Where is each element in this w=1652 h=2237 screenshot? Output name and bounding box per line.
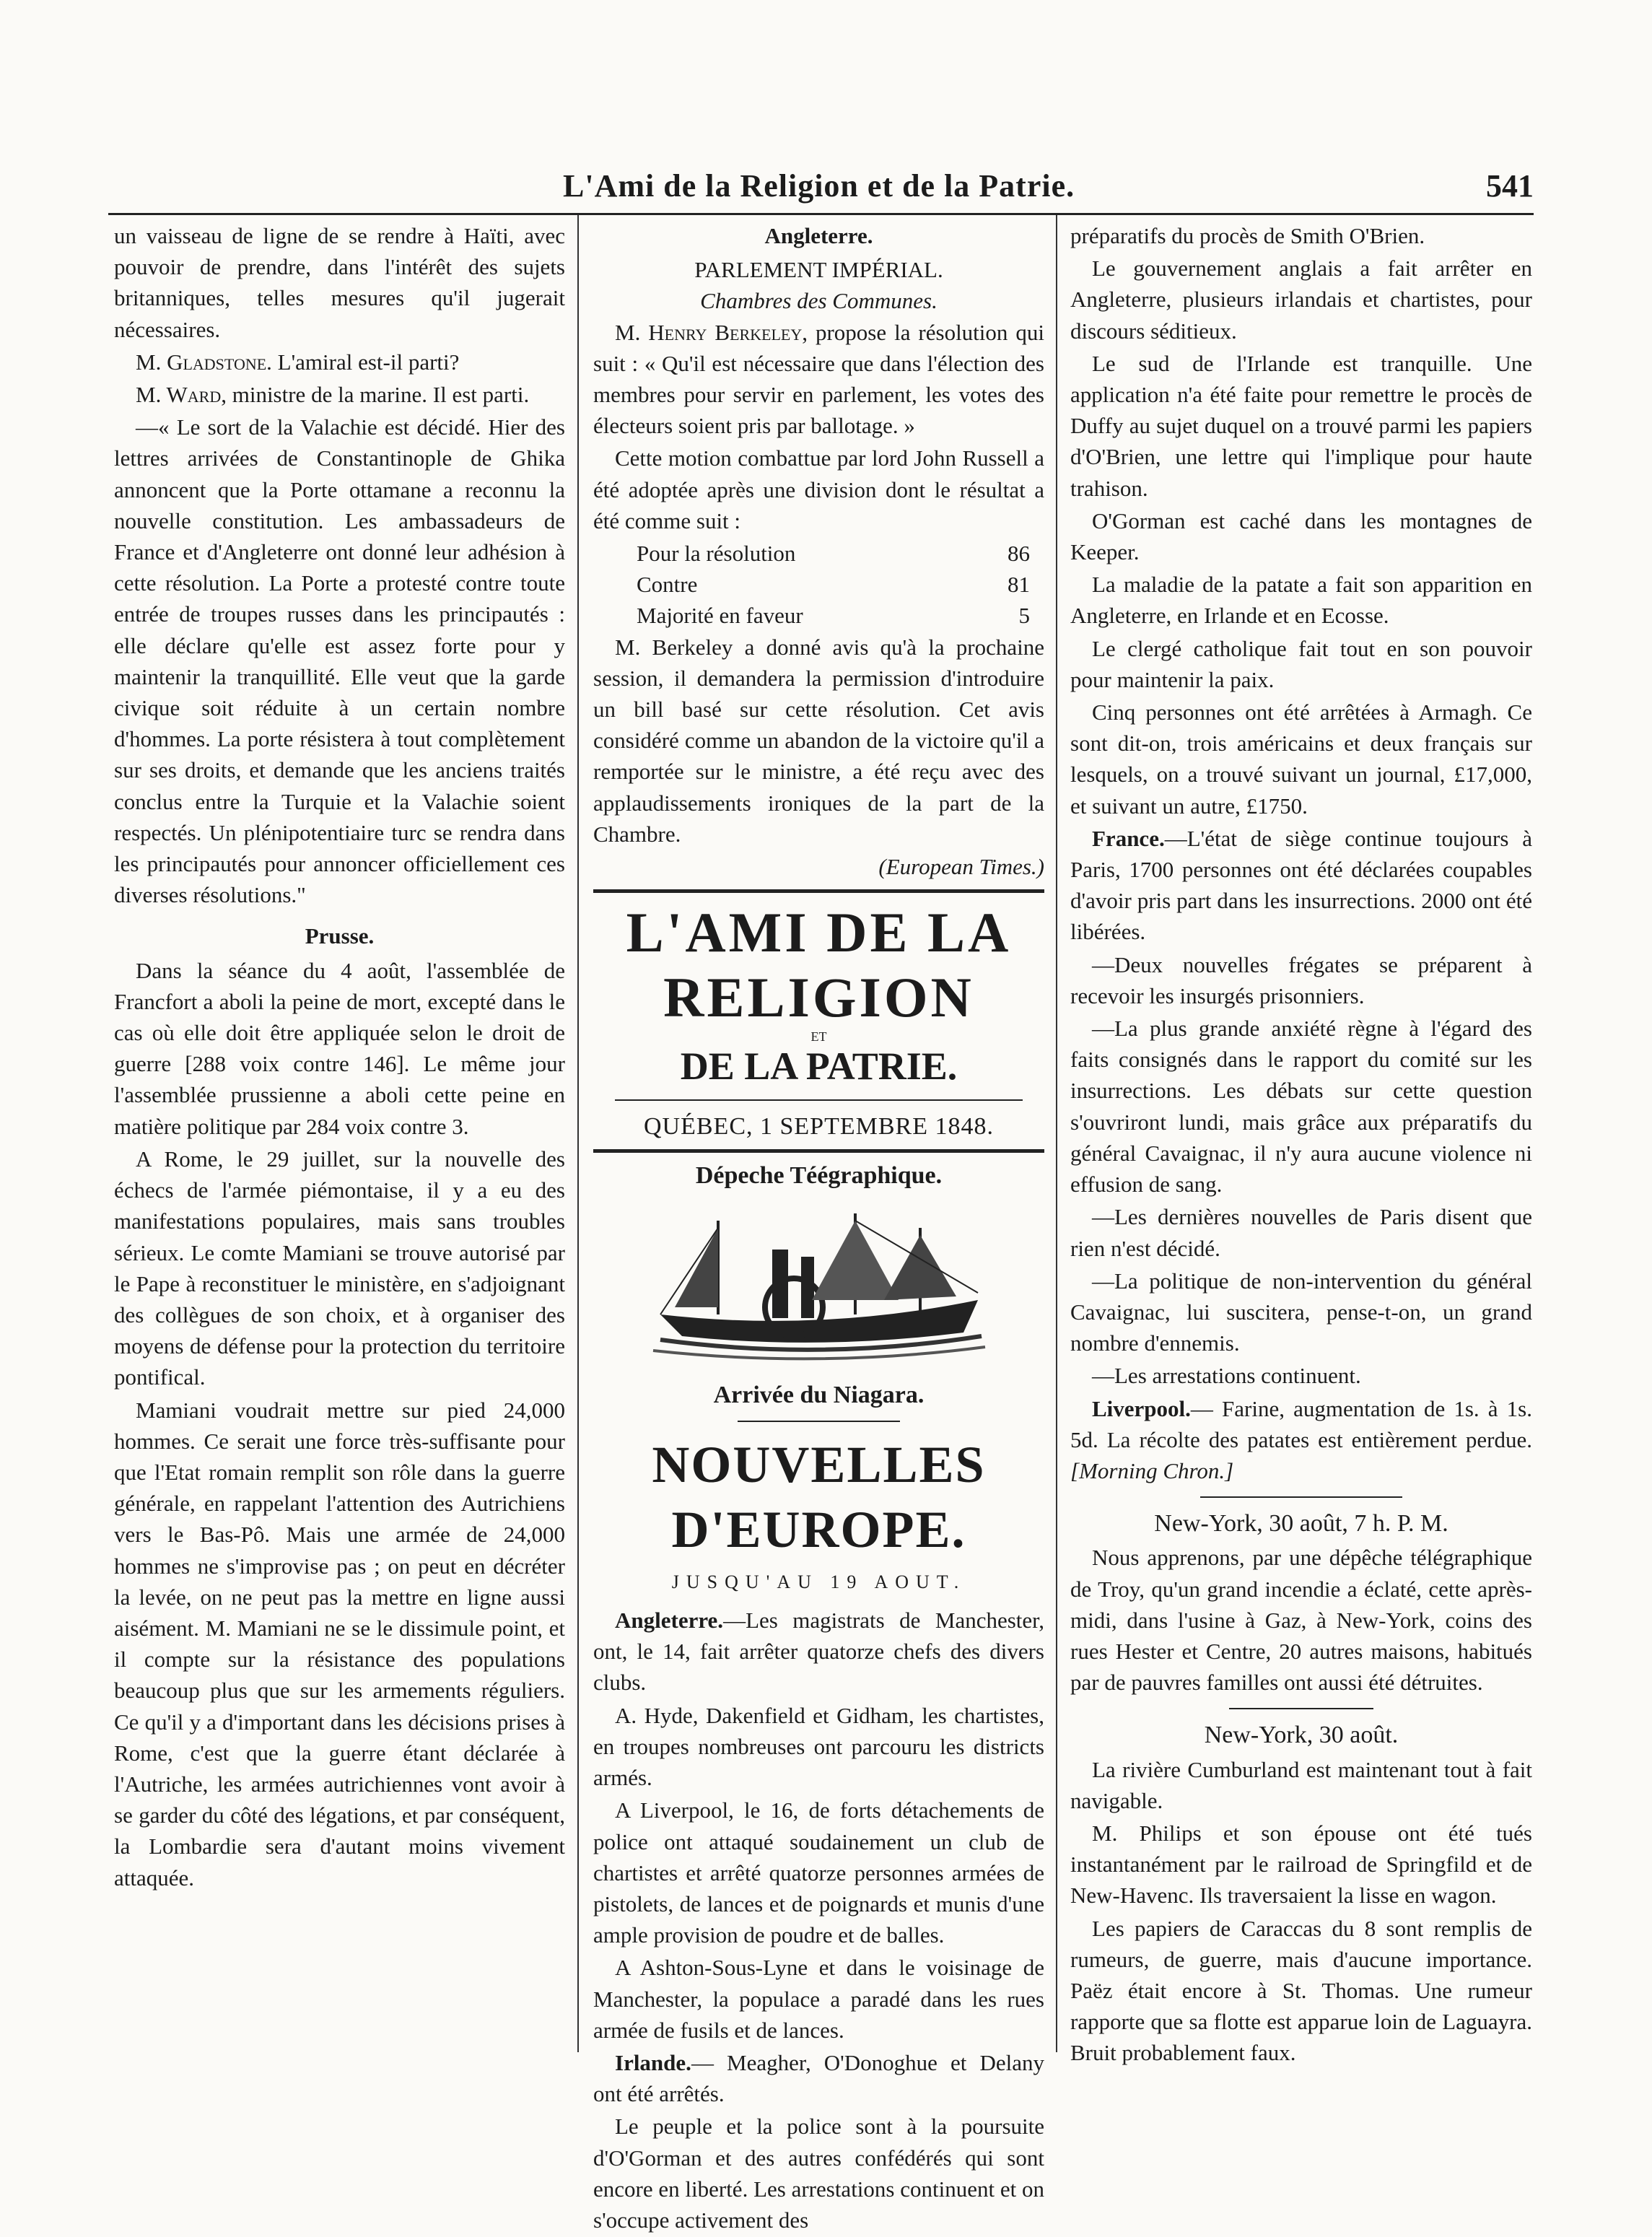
divider: [1200, 1496, 1402, 1498]
arrival-heading: Arrivée du Niagara.: [713, 1381, 925, 1408]
vote-value: 5: [1018, 603, 1030, 629]
lead-in: Angleterre.: [615, 1608, 724, 1634]
paragraph: —Deux nouvelles frégates se préparent à recevoir les insurgés prisonniers.: [1070, 951, 1532, 1008]
column-divider-2: [1056, 215, 1057, 2052]
paragraph: Le clergé catholique fait tout en son pouvoir pour maintenir la paix.: [1070, 635, 1532, 692]
speech: propose la résolution qui suit : « Qu'il est nécessaire que dans l'élection des membres pour servir en parlement, les votes des électeurs soient pris par ballotage. »: [593, 319, 1044, 439]
paragraph: Le peuple et la police sont à la poursuite d'O'Gorman et des autres confédérés qui sont encore en liberté. Les arrestations continuent et on s'occupe activement des: [593, 2114, 1044, 2233]
paragraph: [593, 2047, 1044, 2109]
paragraph: Le sud de l'Irlande est tranquille. Une application n'a été faite pour remettre le procès de Duffy au sujet duquel on a trouvé parmi les papiers d'O'Brien, une lettre qui l'implique pour haute trahison.: [1070, 350, 1532, 501]
paragraph: O'Gorman est caché dans les montagnes de Keeper.: [1070, 507, 1532, 565]
vote-row: [593, 569, 1044, 600]
paragraph: préparatifs du procès de Smith O'Brien.: [1070, 223, 1425, 248]
masthead-rule-bottom: [593, 1149, 1044, 1153]
section-heading-angleterre: Angleterre.: [764, 223, 873, 248]
vote-label: Pour la résolution: [637, 541, 796, 567]
paragraph: A Liverpool, le 16, de forts détachements de police ont attaqué soudainement un club de chartistes et arrêté quatorze personnes armées de pistolets, de lances et de poignards et munis d'une ample provision de poudre et de balles.: [593, 1797, 1044, 1948]
paragraph: [114, 346, 565, 378]
page-number: 541: [1486, 168, 1534, 204]
running-title: L'Ami de la Religion et de la Patrie.: [563, 168, 1075, 204]
paragraph: Mamiani voudrait mettre sur pied 24,000 hommes. Ce serait une force très-suffisante pour que l'Etat romain remplit son rôle dans la guerre générale, en rappelant l'attention des Autrichiens vers le Bas-Pô. Mais une armée de 24,000 hommes ne s'improvise pas ; on peut en décréter la levée, on ne peut pas la mettre en ligne aussi aisément. M. Mamiani ne se le dissimule point, et il compte sur la résistance des populations beaucoup plus que sur les armements réguliers. Ce qu'il y a d'important dans les décisions prises à Rome, c'est que la guerre étant déclarée à l'Autriche, les armées autrichiennes vont avoir à se garder du côté des légations, et par conséquent, la Lombardie sera d'autant moins vivement attaquée.: [114, 1397, 565, 1891]
paragraph-text: — Meagher, O'Donoghue et Delany ont été arrêtés.: [593, 2049, 1044, 2107]
masthead-subtitle: DE LA PATRIE.: [680, 1045, 958, 1089]
paragraph: [1070, 1393, 1532, 1487]
paragraph: —Les arrestations continuent.: [1092, 1363, 1361, 1389]
paragraph: Le gouvernement anglais a fait arrêter en Angleterre, plusieurs irlandais et chartistes, pour discours séditieux.: [1070, 256, 1532, 344]
running-header: [108, 167, 1534, 211]
speaker: M. Ward,: [136, 382, 227, 408]
header-rule: [108, 213, 1534, 215]
vote-label: Contre: [637, 572, 698, 598]
column-3: [1070, 220, 1532, 2070]
paragraph-text: — Farine, augmentation de 1s. à 1s. 5d. La récolte des patates est entièrement perdue.: [1070, 1395, 1532, 1452]
paragraph: Cinq personnes ont été arrêtées à Armagh. Ce sont dit-on, trois américains et deux français sur lesquels, on a trouvé suivant un journal, £17,000, et suivant un autre, £1750.: [1070, 699, 1532, 819]
paragraph: La rivière Cumburland est maintenant tout à fait navigable.: [1070, 1756, 1532, 1813]
paragraph: A. Hyde, Dakenfield et Gidham, les chartistes, en troupes nombreuses ont parcouru les districts armés.: [593, 1702, 1044, 1791]
speech: L'amiral est-il parti?: [277, 349, 460, 375]
parlement-heading: PARLEMENT IMPÉRIAL.: [694, 257, 943, 283]
paragraph: —La plus grande anxiété règne à l'égard des faits consignés dans le rapport du comité sur les insurrections. Les débats sur cette question s'ouvriront lundi, mais grâce aux préparatifs du général Cavaignac, il n'y aura aucune violence ni effusion de sang.: [1070, 1016, 1532, 1198]
vote-label: Majorité en faveur: [637, 603, 803, 629]
paragraph-text: —Les magistrats de Manchester, ont, le 14, fait arrêter quatorze chefs des divers clubs.: [593, 1608, 1044, 1696]
vote-row: [593, 600, 1044, 631]
divider: [1229, 1708, 1373, 1709]
speaker: M. Henry Berkeley,: [615, 319, 808, 345]
chambres-heading: Chambres des Communes.: [700, 288, 938, 314]
paragraph-text: —L'état de siège continue toujours à Paris, 1700 personnes ont été déclarées coupables d'avoir pris part dans les insurrections. 2000 ont été libérées.: [1070, 825, 1532, 945]
issue-dateline: QUÉBEC, 1 SEPTEMBRE 1848.: [644, 1113, 994, 1141]
speaker: M. Gladstone.: [136, 349, 272, 375]
paragraph: —Les dernières nouvelles de Paris disent que rien n'est décidé.: [1070, 1204, 1532, 1261]
paragraph: A Ashton-Sous-Lyne et dans le voisinage de Manchester, la populace a paradé dans les rues armée de fusils et de lances.: [593, 1955, 1044, 2043]
speech: ministre de la marine. Il est parti.: [232, 382, 530, 408]
lead-in: Irlande.: [615, 2049, 691, 2075]
lead-in: France.: [1092, 825, 1165, 851]
vote-value: 86: [1008, 541, 1030, 567]
steamship-engraving: [646, 1206, 992, 1372]
news-subhead: JUSQU'AU 19 AOUT.: [671, 1571, 966, 1592]
paragraph: [114, 379, 565, 410]
section-heading-prusse: Prusse.: [305, 923, 375, 949]
paragraph: [593, 1605, 1044, 1699]
masthead-et: ET: [810, 1029, 827, 1045]
dateline: New-York, 30 août, 7 h. P. M.: [1154, 1510, 1448, 1538]
paragraph: [1070, 823, 1532, 948]
paragraph: —« Le sort de la Valachie est décidé. Hier des lettres arrivées de Constantinople de Ghika annoncent que la Porte ottamane a reconnu la nouvelle constitution. Les ambassadeurs de France et d'Angleterre ont donné leur adhésion à cette résolution. La Porte a protesté contre toute entrée de troupes russes dans les principautés : elle déclare qu'elle est assez forte pour y maintenir la tranquillité. Elle veut que la garde civique soit réduite à un certain nombre d'hommes. La porte résistera à tout complètement sur ses droits, et demande que les anciens traités conclus entre la Turquie et la Valachie soient respectés. Un plénipotentiaire turc se rendra dans les principautés pour annoncer officiellement ces diverses résolutions.": [114, 414, 565, 908]
lead-in: Liverpool.: [1092, 1395, 1191, 1421]
paragraph: Les papiers de Caraccas du 8 sont remplis de rumeurs, de guerre, mais d'aucune importance. Paëz était encore à St. Thomas. Une rumeur rapporte que sa flotte est apparue loin de Laguayra. Bruit probablement faux.: [1070, 1915, 1532, 2066]
paragraph: M. Berkeley a donné avis qu'à la prochaine session, il demandera la permission d'introduire un bill basé sur cette résolution. Cet avis considéré comme un abandon de la victoire qu'il a remportée sur le ministre, a été reçu avec des applaudissements ironiques de la part de la Chambre.: [593, 634, 1044, 847]
source-credit: (European Times.): [878, 854, 1044, 880]
source-credit: [Morning Chron.]: [1070, 1457, 1234, 1483]
paragraph: Cette motion combattue par lord John Russell a été adoptée après une division dont le résultat a été comme suit :: [593, 445, 1044, 533]
masthead-rule-top: [593, 889, 1044, 893]
column-2: [593, 220, 1044, 2237]
masthead-rule: [615, 1099, 1023, 1101]
dateline: New-York, 30 août.: [1204, 1722, 1399, 1749]
paragraph: A Rome, le 29 juillet, sur la nouvelle des échecs de l'armée piémontaise, il y a eu des manifestations populaires, mais sans troubles sérieux. Le comte Mamiani se trouve autorisé par le Pape à reconstituer le ministère, en s'adjoignant des collègues de son choix, et à organiser des moyens de défense pour la protection du territoire pontifical.: [114, 1146, 565, 1390]
vote-value: 81: [1008, 572, 1030, 598]
paragraph: Nous apprenons, par une dépêche télégraphique de Troy, qu'un grand incendie a éclaté, cette après-midi, dans l'usine à Gaz, à New-York, coins des rues Hester et Centre, 20 autres maisons, habitués par de pauvres familles ont aussi été détruites.: [1070, 1545, 1532, 1696]
news-headline: NOUVELLES D'EUROPE.: [652, 1435, 986, 1558]
paragraph: —La politique de non-intervention du général Cavaignac, lui suscitera, pense-t-on, un grand nombre d'ennemis.: [1070, 1268, 1532, 1356]
column-divider-1: [577, 215, 579, 2052]
divider: [738, 1421, 900, 1422]
telegraph-heading: Dépeche Téégraphique.: [695, 1162, 943, 1190]
column-1: [114, 220, 565, 1895]
paragraph: [593, 317, 1044, 442]
paragraph: Dans la séance du 4 août, l'assemblée de Francfort a aboli la peine de mort, excepté dans le cas où elle doit être appliquée selon le droit de guerre [288 voix contre 146]. Le même jour l'assemblée prussienne a aboli cette peine en matière politique par 284 voix contre 3.: [114, 957, 565, 1139]
vote-row: [593, 538, 1044, 569]
masthead-title: L'AMI DE LA RELIGION: [626, 901, 1012, 1029]
paragraph: La maladie de la patate a fait son apparition en Angleterre, en Irlande et en Ecosse.: [1070, 572, 1532, 629]
paragraph: M. Philips et son épouse ont été tués instantanément par le railroad de Springfild et de New-Havenc. Ils traversaient la lisse en wagon.: [1070, 1820, 1532, 1909]
paragraph: un vaisseau de ligne de se rendre à Haïti, avec pouvoir de prendre, dans l'intérêt des sujets britanniques, telles mesures qu'il jugerait nécessaires.: [114, 223, 565, 342]
